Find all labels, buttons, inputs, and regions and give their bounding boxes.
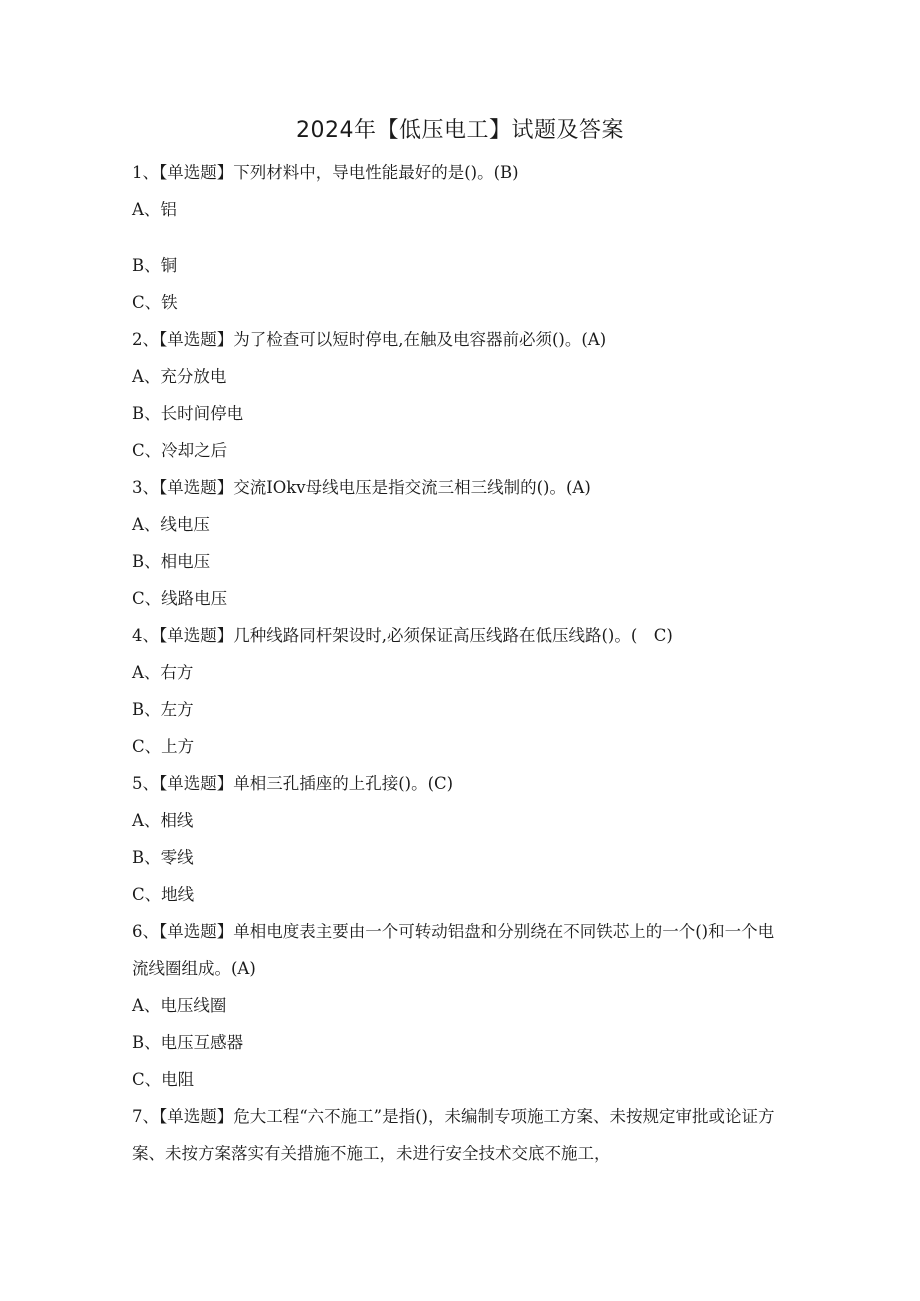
question-7: 7、【单选题】危大工程“六不施工”是指()，未编制专项施工方案、未按规定审批或论证方案、未按方案落实有关措施不施工，未进行安全技术交底不施工， <box>132 1107 775 1163</box>
question-6-option-c: C、电阻 <box>132 1070 195 1089</box>
question-1-option-b: B、铜 <box>132 256 178 275</box>
question-5-option-b: B、零线 <box>132 848 194 867</box>
question-3: 3、【单选题】交流IOkv母线电压是指交流三相三线制的()。(A) <box>132 478 591 497</box>
question-5-option-a: A、相线 <box>132 811 194 830</box>
question-list <box>132 154 782 1172</box>
document-title: 2024年【低压电工】试题及答案 <box>296 118 624 143</box>
question-4-option-b: B、左方 <box>132 700 194 719</box>
question-3-option-a: A、线电压 <box>132 515 210 534</box>
question-1-option-a: A、铝 <box>132 200 177 219</box>
question-2-option-b: B、长时间停电 <box>132 404 244 423</box>
question-6-option-b: B、电压互感器 <box>132 1033 244 1052</box>
question-6-option-a: A、电压线圈 <box>132 996 227 1015</box>
question-2-option-c: C、冷却之后 <box>132 441 228 460</box>
question-3-option-b: B、相电压 <box>132 552 211 571</box>
question-4-option-a: A、右方 <box>132 663 194 682</box>
question-1-option-c: C、铁 <box>132 293 178 312</box>
question-5: 5、【单选题】单相三孔插座的上孔接()。(C) <box>132 774 454 793</box>
question-2: 2、【单选题】为了检查可以短时停电,在触及电容器前必须()。(A) <box>132 330 607 349</box>
question-4-option-c: C、上方 <box>132 737 195 756</box>
question-2-option-a: A、充分放电 <box>132 367 227 386</box>
question-1: 1、【单选题】下列材料中，导电性能最好的是()。(B) <box>132 163 519 182</box>
question-3-option-c: C、线路电压 <box>132 589 228 608</box>
question-4: 4、【单选题】几种线路同杆架设时,必须保证高压线路在低压线路()。( C) <box>132 626 673 645</box>
question-5-option-c: C、地线 <box>132 885 195 904</box>
question-6: 6、【单选题】单相电度表主要由一个可转动铝盘和分别绕在不同铁芯上的一个()和一个电流线圈组成。(A) <box>132 922 775 978</box>
